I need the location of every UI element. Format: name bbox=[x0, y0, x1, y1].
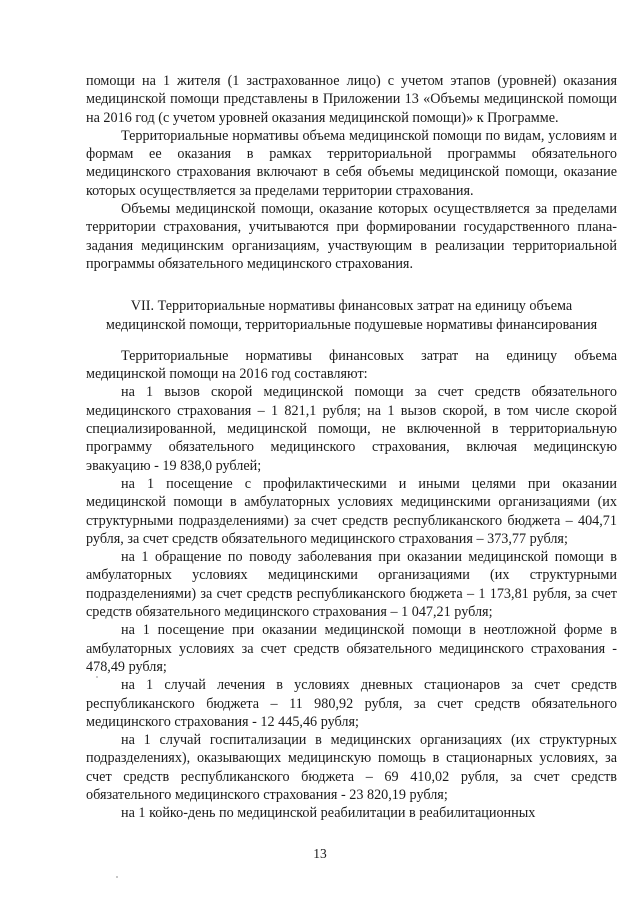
paragraph-continuation: помощи на 1 жителя (1 застрахованное лицо) с учетом этапов (уровней) оказания медицинской помощи представлены в Приложении 13 «Объемы медицинской помощи на 2016 год (с учетом уровней оказания медицинской помощи)» к Программе. bbox=[86, 73, 617, 126]
page-number: 13 bbox=[313, 846, 327, 861]
paragraph-list-item: на 1 случай лечения в условиях дневных стационаров за счет средств республиканского бюджета – 11 980,92 рубля, за счет средств обязательного медицинского страхования - 12 445,46 рубля; bbox=[86, 677, 617, 730]
paragraph-list-item: на 1 койко-день по медицинской реабилитации в реабилитационных bbox=[121, 805, 536, 822]
paragraph-list-item: на 1 посещение с профилактическими и иными целями при оказании медицинской помощи в амбулаторных условиях медицинскими организациями (их структурными подразделениями) за счет средств республиканского бюджета – 404,71 рубля, за счет средств обязательного медицинского страхования – 373,77 рубля; bbox=[86, 475, 617, 547]
section-title bbox=[86, 297, 617, 334]
paragraph-list-item: на 1 обращение по поводу заболевания при оказании медицинской помощи в амбулаторных условиях медицинскими организациями (их структурными подразделениями) за счет средств республиканского бюджета – 1 173,81 рубля, за счет средств обязательного медицинского страхования – 1 047,21 рубля; bbox=[86, 549, 617, 621]
document-page bbox=[86, 72, 617, 823]
paragraph: Территориальные нормативы финансовых затрат на единицу объема медицинской помощи на 2016 год составляют: bbox=[86, 347, 617, 383]
paragraph: Объемы медицинской помощи, оказание которых осуществляется за пределами территории страхования, учитываются при формировании государственного плана-задания медицинским организациям, участвующим в реализации территориальной программы обязательного медицинского страхования. bbox=[86, 201, 617, 272]
section-title-line: VII. Территориальные нормативы финансовых затрат на единицу объема bbox=[130, 298, 573, 315]
paragraph: Территориальные нормативы объема медицинской помощи по видам, условиям и формам ее оказания в рамках территориальной программы обязательного медицинского страхования включают в себя объемы медицинской помощи, оказание которых осуществляется за пределами территории страхования. bbox=[86, 127, 617, 199]
scan-speck bbox=[96, 676, 98, 678]
paragraph-list-item: на 1 вызов скорой медицинской помощи за счет средств обязательного медицинского страхования – 1 821,1 рубля; на 1 вызов скорой, в том числе скорой специализированной, медицинской помощи, не включенной в территориальную программу обязательного медицинского страхования, включая медицинскую эвакуацию - 19 838,0 рублей; bbox=[86, 384, 617, 474]
scan-speck bbox=[116, 876, 118, 878]
paragraph-list-item: на 1 посещение при оказании медицинской помощи в неотложной форме в амбулаторных условиях за счет средств обязательного медицинского страхования - 478,49 рубля; bbox=[86, 622, 617, 675]
section-title-line: медицинской помощи, территориальные подушевые нормативы финансирования bbox=[105, 316, 598, 333]
paragraph-list-item: на 1 случай госпитализации в медицинских организациях (их структурных подразделениях), оказывающих медицинскую помощь в стационарных условиях, за счет средств республиканского бюджета – 69 410,02 рубля, за счет средств обязательного медицинского страхования - 23 820,19 рубля; bbox=[86, 732, 617, 803]
